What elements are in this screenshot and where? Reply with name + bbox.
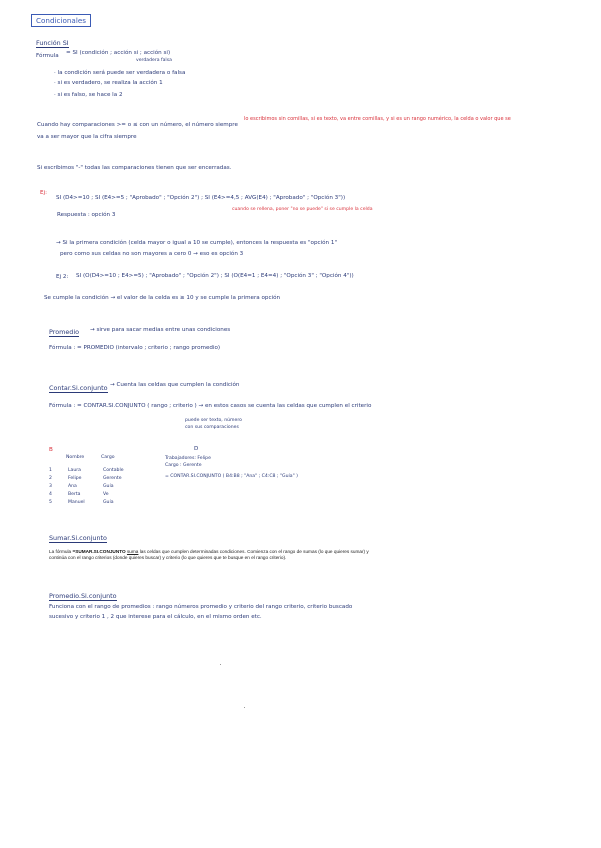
section-heading-contar: Contar.Si.conjunto [49,384,108,392]
contar-arrow-note-1: puede ser texto, número [185,418,242,423]
example-explain-2: pero como sus celdas no son mayores a cero 0 → eso es opción 3 [60,251,244,257]
si-bullet-2: · si es verdadero, se realiza la acción 1 [54,80,163,86]
table-cell-a: Ana [68,484,77,489]
promedio-formula: Fórmula : = PROMEDIO (intervalo ; criterio ; rango promedio) [49,345,221,351]
table-marker: B [49,447,53,453]
table-col-a: Nombre [66,455,85,460]
si-formula-label: Fórmula [36,53,59,59]
table-row-id: 5 [49,500,52,505]
contar-heading-note: → Cuenta las celdas que cumplen la condición [110,382,240,388]
table-cell-b: Ve [103,492,109,497]
table-row-id: 1 [49,468,52,473]
stray-mark [244,707,245,708]
side-formula: = CONTAR.SI.CONJUNTO ( B4:B8 ; "Ana" ; C4:C8 ; "Guía" ) [165,474,298,479]
section-heading-promedio: Promedio [49,328,80,336]
table-cell-b: Gerente [103,476,122,481]
promedio-si-line-1: Funciona con el rango de promedios : rango números promedio y criterio del rango criterio, criterio buscado [49,604,353,610]
contar-formula: Fórmula : = CONTAR.SI.CONJUNTO ( rango ; criterio ) → en estos casos se cuenta las celdas que cumplen el criterio [49,403,372,409]
contar-arrow-note-2: con sus comparaciones [185,425,239,430]
table-cell-a: Laura [68,468,81,473]
table-row-id: 3 [49,484,52,489]
example2-note: Se cumple la condición → el valor de la celda es ≥ 10 y se cumple la primera opción [44,295,281,301]
example-result: Respuesta : opción 3 [57,212,116,218]
si-paragraph-2: va a ser mayor que la cifra siempre [37,134,137,140]
si-formula-note: verdadera falsa [136,58,172,63]
promedio-heading-note: → sirve para sacar medias entre unas condiciones [90,327,231,333]
example2-formula: SI (O(D4>=10 ; E4>=5) ; "Aprobado" ; "Opción 2") ; SI (O(E4=1 ; E4=4) ; "Opción 3" ; "Opción 4")) [76,273,354,279]
table-cell-b: Guía [103,484,114,489]
stray-mark [220,664,221,665]
example2-label: Ej 2: [56,274,69,280]
example-formula: SI (D4>=10 ; SI (E4>=5 ; "Aprobado" ; "Opción 2") ; SI (E4>=4,5 ; AVG(E4) ; "Aprobado" ; "Opción 3")) [56,195,346,201]
si-bullet-3: · si es falso, se hace la 2 [54,92,123,98]
si-sheet-note: Si escribimos "-" todas las comparaciones tienen que ser encerradas. [37,165,232,171]
table-row-id: 2 [49,476,52,481]
table-cell-a: Manuel [68,500,85,505]
side-title: D [194,446,199,452]
table-row-id: 4 [49,492,52,497]
table-cell-a: Felipe [68,476,82,481]
table-cell-b: Contable [103,468,124,473]
si-paragraph-1: Cuando hay comparaciones >= o ≤ con un número, el número siempre [37,122,238,128]
example-note-red: cuando se rellena, poner "no se puede" si se cumple la celda [232,207,373,212]
side-note-2: Cargo : Gerente [165,463,202,468]
example-explain-1: → Si la primera condición (celda mayor o igual a 10 se cumple), entonces la respuesta es "opción 1" [56,240,338,246]
table-cell-b: Guía [103,500,114,505]
section-heading-si: Función SI [36,39,69,47]
promedio-si-line-2: sucesivo y criterio 1 , 2 que interese para el cálculo, en el mismo orden etc. [49,614,262,620]
example-label: Ej: [40,190,47,196]
sumar-description: La fórmula =SUMAR.SI.CONJUNTO suma las celdas que cumplen determinadas condiciones. Comienza con el rango de sumas (lo que quieres sumar) y continúa con el rango criterios (donde quieres buscar) y criterio (lo que quieres que te busque en el rango criterio). [49,549,369,561]
table-col-b: Cargo [101,455,115,460]
page-title: Condicionales [31,14,91,27]
si-formula: = SI (condición ; acción si ; acción si) [66,50,171,56]
si-bullet-1: · la condición será puede ser verdadera o falsa [54,70,186,76]
section-heading-sumar: Sumar.Si.conjunto [49,534,107,542]
si-paragraph-1-red: lo escribimos sin comillas, si es texto, va entre comillas, y si es un rango numérico, la celda o valor que se [244,116,511,122]
side-note-1: Trabajadores: Felipe [165,456,211,461]
table-cell-a: Berta [68,492,81,497]
section-heading-promedio-si: Promedio.Si.conjunto [49,592,117,600]
